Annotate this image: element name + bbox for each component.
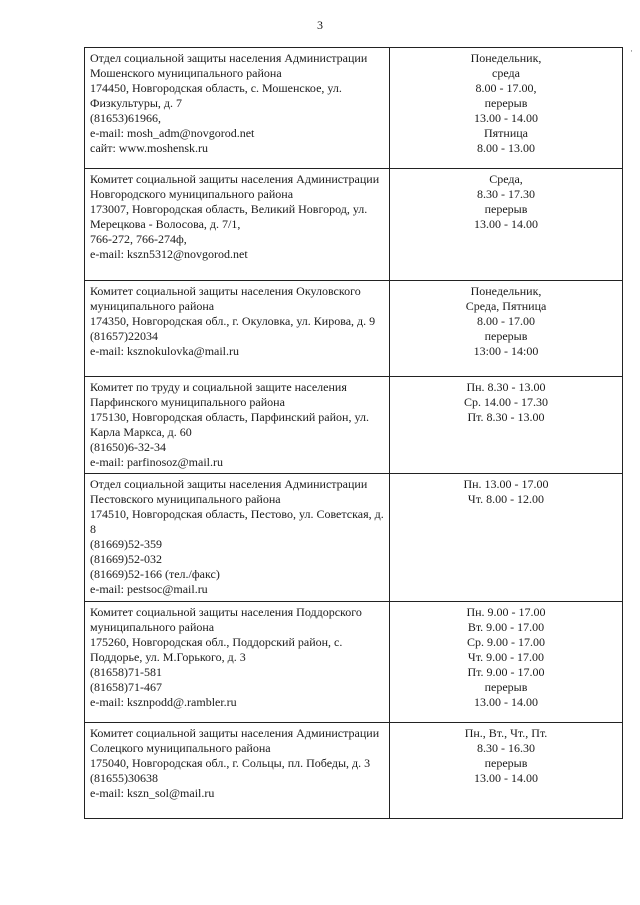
hours-line: 13:00 - 14:00 bbox=[473, 344, 539, 358]
table-row bbox=[85, 377, 623, 474]
hours-line: Понедельник, bbox=[470, 284, 542, 298]
hours-line: перерыв bbox=[484, 680, 528, 694]
office-hours-cell bbox=[390, 723, 623, 819]
hours-line: 13.00 - 14.00 bbox=[474, 111, 538, 125]
office-contact-cell bbox=[85, 48, 390, 169]
office-name: Комитет социальной защиты населения Окуловского муниципального района bbox=[90, 284, 361, 313]
office-hours-cell bbox=[390, 169, 623, 281]
office-contact-cell bbox=[85, 723, 390, 819]
hours-line: 8.00 - 17.00 bbox=[477, 314, 535, 328]
hours-line: перерыв bbox=[484, 202, 528, 216]
office-hours-cell bbox=[390, 377, 623, 474]
scan-mark: · bbox=[630, 46, 633, 56]
table-row bbox=[85, 723, 623, 819]
office-email: e-mail: mosh_adm@novgorod.net bbox=[90, 126, 255, 140]
office-contact-cell bbox=[85, 474, 390, 602]
hours-line: 8.30 - 17.30 bbox=[477, 187, 535, 201]
hours-line: 13.00 - 14.00 bbox=[474, 217, 538, 231]
office-contact-cell bbox=[85, 377, 390, 474]
office-address: 174350, Новгородская обл., г. Окуловка, ул. Кирова, д. 9 bbox=[90, 314, 376, 328]
hours-line: перерыв bbox=[484, 329, 528, 343]
office-phone: (81669)52-359 bbox=[90, 537, 162, 551]
hours-line: перерыв bbox=[484, 756, 528, 770]
table-row bbox=[85, 602, 623, 723]
office-website: сайт: www.moshensk.ru bbox=[90, 141, 209, 155]
office-email: e-mail: ksznpodd@.rambler.ru bbox=[90, 695, 237, 709]
office-hours-cell bbox=[390, 602, 623, 723]
office-contact-cell bbox=[85, 602, 390, 723]
office-phone: (81655)30638 bbox=[90, 771, 158, 785]
offices-table bbox=[84, 47, 623, 819]
office-name: Комитет по труду и социальной защите населения Парфинского муниципального района bbox=[90, 380, 347, 409]
office-phone: (81669)52-032 bbox=[90, 552, 162, 566]
office-phone: (81658)71-467 bbox=[90, 680, 162, 694]
office-contact-cell bbox=[85, 281, 390, 377]
hours-line: 8.30 - 16.30 bbox=[477, 741, 535, 755]
hours-line: 8.00 - 13.00 bbox=[477, 141, 535, 155]
hours-line: Чт. 9.00 - 17.00 bbox=[467, 650, 545, 664]
office-hours-cell bbox=[390, 281, 623, 377]
hours-line: Пн., Вт., Чт., Пт. bbox=[464, 726, 548, 740]
office-address: 174450, Новгородская область, с. Мошенское, ул. Физкультуры, д. 7 bbox=[90, 81, 342, 110]
page-number: 3 bbox=[317, 18, 323, 32]
hours-line: Среда, Пятница bbox=[465, 299, 547, 313]
office-email: e-mail: kszn5312@novgorod.net bbox=[90, 247, 248, 261]
office-address: 175130, Новгородская область, Парфинский район, ул. Карла Маркса, д. 60 bbox=[90, 410, 369, 439]
offices-table-body bbox=[85, 48, 623, 819]
table-row bbox=[85, 281, 623, 377]
hours-line: Чт. 8.00 - 12.00 bbox=[467, 492, 545, 506]
hours-line: Ср. 14.00 - 17.30 bbox=[464, 395, 548, 409]
hours-line: Пятница bbox=[483, 126, 529, 140]
office-name: Отдел социальной защиты населения Администрации Мошенского муниципального района bbox=[90, 51, 368, 80]
hours-line: Ср. 9.00 - 17.00 bbox=[467, 635, 545, 649]
hours-line: среда bbox=[492, 66, 520, 80]
office-name: Комитет социальной защиты населения Администрации Солецкого муниципального района bbox=[90, 726, 380, 755]
table-row bbox=[85, 474, 623, 602]
office-hours-cell bbox=[390, 474, 623, 602]
hours-line: 13.00 - 14.00 bbox=[474, 695, 538, 709]
table-row bbox=[85, 48, 623, 169]
office-address: 174510, Новгородская область, Пестово, ул. Советская, д. 8 bbox=[90, 507, 384, 536]
office-address: 173007, Новгородская область, Великий Новгород, ул. Мерецкова - Волосова, д. 7/1, bbox=[90, 202, 368, 231]
office-contact-cell bbox=[85, 169, 390, 281]
table-row bbox=[85, 169, 623, 281]
office-address: 175260, Новгородская обл., Поддорский район, с. Поддорье, ул. М.Горького, д. 3 bbox=[90, 635, 343, 664]
office-phone: (81653)61966, bbox=[90, 111, 161, 125]
office-name: Комитет социальной защиты населения Поддорского муниципального района bbox=[90, 605, 362, 634]
hours-line: Пн. 13.00 - 17.00 bbox=[463, 477, 549, 491]
office-name: Комитет социальной защиты населения Администрации Новгородского муниципального района bbox=[90, 172, 380, 201]
hours-line: Пт. 8.30 - 13.00 bbox=[467, 410, 545, 424]
office-address: 175040, Новгородская обл., г. Сольцы, пл. Победы, д. 3 bbox=[90, 756, 371, 770]
hours-line: 8.00 - 17.00, bbox=[475, 81, 537, 95]
hours-line: Пт. 9.00 - 17.00 bbox=[467, 665, 545, 679]
hours-line: перерыв bbox=[484, 96, 528, 110]
office-phone: 766-272, 766-274ф, bbox=[90, 232, 187, 246]
hours-line: Понедельник, bbox=[470, 51, 542, 65]
hours-line: Пн. 8.30 - 13.00 bbox=[466, 380, 546, 394]
office-phone: (81657)22034 bbox=[90, 329, 158, 343]
office-email: e-mail: pestsoc@mail.ru bbox=[90, 582, 208, 596]
office-email: e-mail: ksznokulovka@mail.ru bbox=[90, 344, 240, 358]
hours-line: 13.00 - 14.00 bbox=[474, 771, 538, 785]
hours-line: Вт. 9.00 - 17.00 bbox=[467, 620, 545, 634]
office-phone: (81650)6-32-34 bbox=[90, 440, 166, 454]
hours-line: Среда, bbox=[489, 172, 523, 186]
office-email: e-mail: parfinosoz@mail.ru bbox=[90, 455, 224, 469]
hours-line: Пн. 9.00 - 17.00 bbox=[466, 605, 546, 619]
office-hours-cell bbox=[390, 48, 623, 169]
office-phone: (81658)71-581 bbox=[90, 665, 162, 679]
office-name: Отдел социальной защиты населения Администрации Пестовского муниципального района bbox=[90, 477, 368, 506]
office-email: e-mail: kszn_sol@mail.ru bbox=[90, 786, 215, 800]
office-fax: (81669)52-166 (тел./факс) bbox=[90, 567, 220, 581]
